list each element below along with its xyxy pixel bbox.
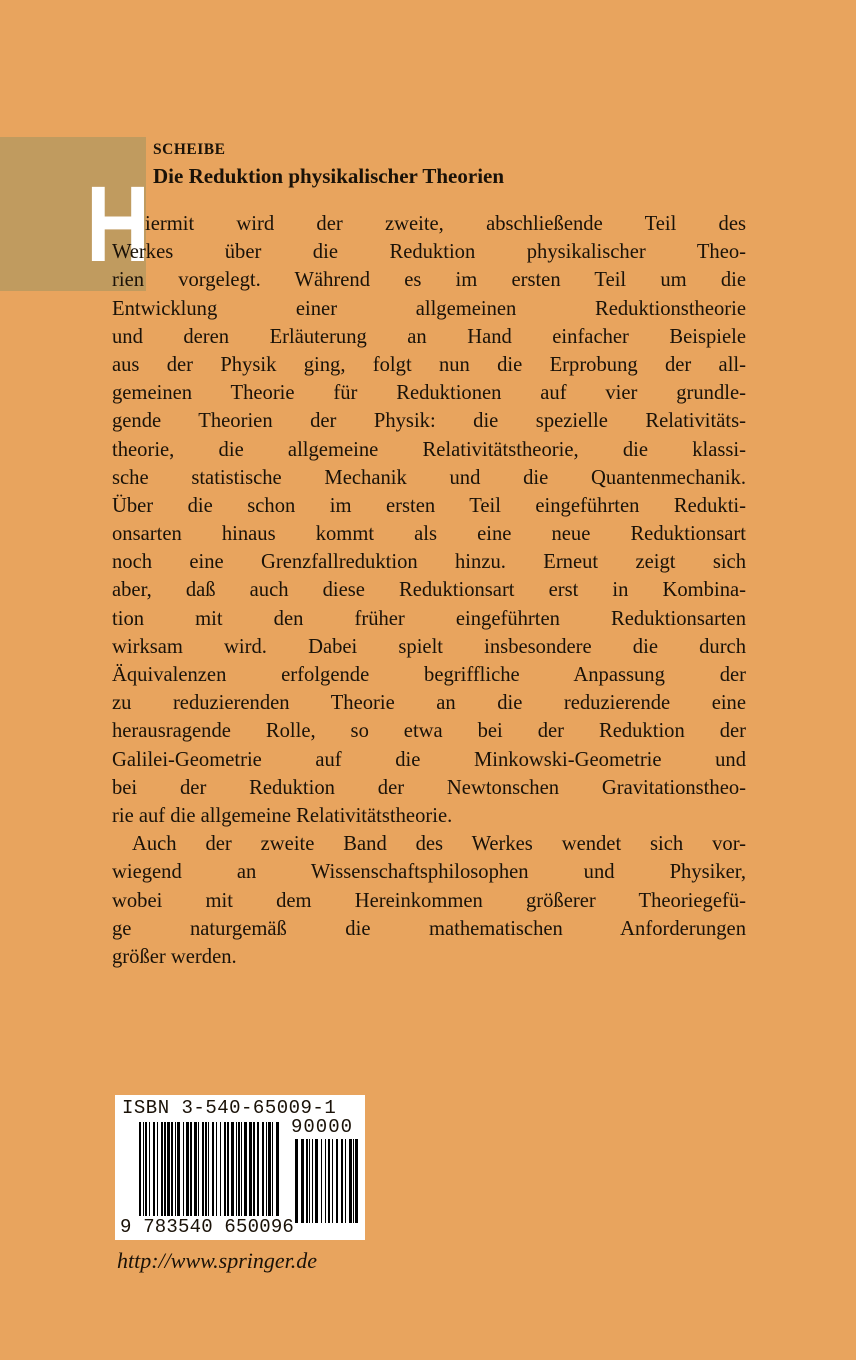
barcode-bar [349, 1139, 352, 1223]
text-line: gemeinen Theorie für Reduktionen auf vier grundle- [112, 382, 746, 405]
barcode-bar [202, 1122, 204, 1220]
text-line: wobei mit dem Hereinkommen größerer Theoriegefü- [112, 889, 746, 912]
barcode-bar [238, 1122, 240, 1220]
barcode-bar [315, 1139, 318, 1223]
text-line: iermit wird der zweite, abschließende Teil des [145, 213, 746, 235]
text-line: größer werden. [112, 945, 237, 968]
barcode-bar [157, 1122, 158, 1220]
barcode-bar [341, 1139, 343, 1223]
text-line: Entwicklung einer allgemeinen Reduktionstheorie [112, 297, 746, 320]
barcode-bar [198, 1122, 199, 1220]
barcode-bar [241, 1122, 242, 1220]
barcode-bar [249, 1122, 252, 1220]
text-line: rien vorgelegt. Während es im ersten Teil um die [112, 269, 746, 292]
barcode-bar [345, 1139, 346, 1223]
barcode-bar [244, 1122, 247, 1220]
barcode-bar [266, 1122, 267, 1220]
barcode-bar [257, 1122, 259, 1220]
barcode-bar [301, 1139, 304, 1223]
text-line: Werkes über die Reduktion physikalischer Theo- [112, 241, 746, 264]
text-line: Auch der zweite Band des Werkes wendet sich vor- [132, 833, 746, 856]
barcode-bar [171, 1122, 173, 1220]
barcode-bar [153, 1122, 155, 1220]
text-line: zu reduzierenden Theorie an die reduzierende eine [112, 692, 746, 715]
text-line: theorie, die allgemeine Relativitätstheorie, die klassi- [112, 438, 746, 461]
text-line: aber, daß auch diese Reduktionsart erst in Kombina- [112, 579, 746, 602]
barcode-bar [183, 1122, 184, 1220]
barcode-bar [145, 1122, 147, 1220]
price-addon-number: 90000 [291, 1116, 354, 1138]
barcode-bar [236, 1122, 237, 1220]
barcode-bar [332, 1139, 333, 1223]
barcode-bar [220, 1122, 221, 1220]
barcode-bar [321, 1139, 322, 1223]
barcode-bar [190, 1122, 192, 1220]
text-line: bei der Reduktion der Newtonschen Gravitationstheo- [112, 776, 746, 799]
barcode-bar [325, 1139, 326, 1223]
barcode-bar [262, 1122, 264, 1220]
text-line: tion mit den früher eingeführten Reduktionsarten [112, 607, 746, 630]
text-line: sche statistische Mechanik und die Quantenmechanik. [112, 466, 746, 489]
barcode-bar [355, 1139, 358, 1223]
book-title: Die Reduktion physikalischer Theorien [153, 164, 505, 188]
barcode-bar [295, 1139, 298, 1223]
barcode-bar [167, 1122, 170, 1220]
blurb-text [112, 210, 746, 971]
barcode-bar [312, 1139, 313, 1223]
text-line: rie auf die allgemeine Relativitätstheorie. [112, 804, 453, 827]
text-line: noch eine Grenzfallreduktion hinzu. Erneut zeigt sich [112, 551, 746, 574]
text-line: gende Theorien der Physik: die spezielle Relativitäts- [112, 410, 746, 433]
barcode-bar [216, 1122, 217, 1220]
text-line: wirksam wird. Dabei spielt insbesondere die durch [112, 635, 746, 658]
text-line: Über die schon im ersten Teil eingeführten Redukti- [112, 494, 746, 517]
barcode-bar [309, 1139, 310, 1223]
text-line: wiegend an Wissenschaftsphilosophen und Physiker, [112, 861, 746, 884]
barcode-bar [272, 1122, 273, 1220]
barcode-bar [253, 1122, 255, 1220]
text-line: Äquivalenzen erfolgende begriffliche Anpassung der [112, 664, 746, 686]
isbn-barcode [115, 1095, 365, 1240]
text-line: aus der Physik ging, folgt nun die Erprobung der all- [112, 353, 746, 376]
drop-cap-initial: H [86, 163, 150, 284]
barcode-bar [224, 1122, 226, 1220]
text-line: ge naturgemäß die mathematischen Anforderungen [112, 917, 746, 940]
barcode-bar [194, 1122, 197, 1220]
isbn-number: ISBN 3-540-65009-1 [122, 1097, 337, 1119]
author-name: SCHEIBE [153, 141, 226, 158]
barcode-bar [149, 1122, 150, 1220]
text-line: onsarten hinaus kommt als eine neue Reduktionsart [112, 523, 746, 546]
text-line: Galilei-Geometrie auf die Minkowski-Geometrie und [112, 748, 746, 771]
barcode-bar [328, 1139, 330, 1223]
barcode-bar [205, 1122, 207, 1220]
barcode-bar [268, 1122, 271, 1220]
text-line: herausragende Rolle, so etwa bei der Reduktion der [112, 720, 746, 743]
barcode-bar [306, 1139, 308, 1223]
barcode-bar [186, 1122, 189, 1220]
publisher-url: http://www.springer.de [117, 1248, 318, 1273]
barcode-bar [353, 1139, 354, 1223]
barcode-bar [175, 1122, 176, 1220]
barcode-bar [336, 1139, 338, 1223]
barcode-bar [231, 1122, 234, 1220]
barcode-bar [227, 1122, 229, 1220]
barcode-bar [177, 1122, 180, 1220]
barcode-bar [164, 1122, 166, 1220]
text-line: und deren Erläuterung an Hand einfacher Beispiele [112, 325, 746, 348]
barcode-bar [161, 1122, 163, 1220]
ean-number: 9 783540 650096 [120, 1216, 295, 1238]
